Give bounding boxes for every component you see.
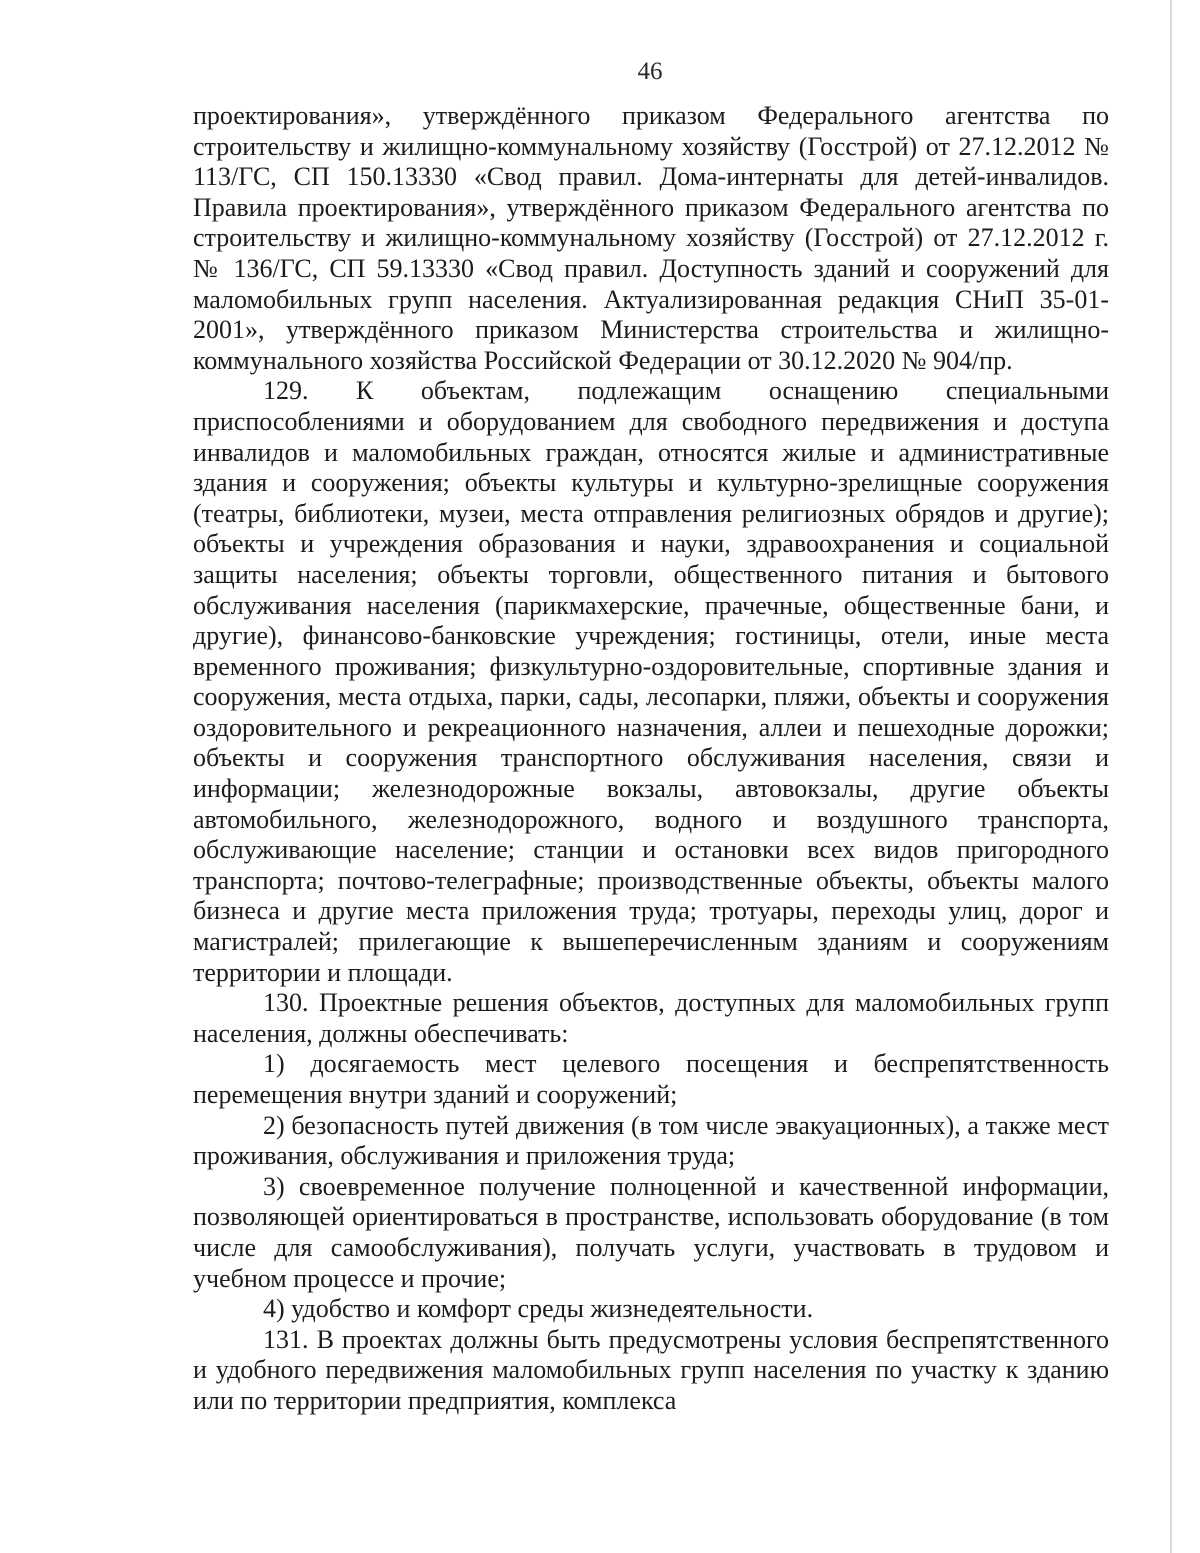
list-item-1: 1) досягаемость мест целевого посещения и беспрепятственность перемещения внутри зданий и сооружений;: [193, 1049, 1109, 1109]
list-item-2: 2) безопасность путей движения (в том числе эвакуационных), а также мест проживания, обслуживания и приложения труда;: [193, 1110, 1109, 1171]
scan-edge-line: [1170, 0, 1172, 1553]
paragraph-131: 131. В проектах должны быть предусмотрены условия беспрепятственного и удобного передвижения маломобильных групп населения по участку к зданию или по территории предприятия, комплекса: [193, 1324, 1109, 1415]
paragraph-129: 129. К объектам, подлежащим оснащению специальными приспособлениями и оборудованием для свободного передвижения и доступа инвалидов и маломобильных граждан, относятся жилые и административные здания и сооружения; объекты культуры и культурно-зрелищные сооружения (театры, библиотеки, музеи, места отправления религиозных обрядов и другие); объекты и учреждения образования и науки, здравоохранения и социальной защиты населения; объекты торговли, общественного питания и бытового обслуживания населения (парикмахерские, прачечные, общественные бани, и другие), финансово-банковские учреждения; гостиницы, отели, иные места временного проживания; физкультурно-оздоровительные, спортивные здания и сооружения, места отдыха, парки, сады, лесопарки, пляжи, объекты и сооружения оздоровительного и рекреационного назначения, аллеи и пешеходные дорожки; объекты и сооружения транспортного обслуживания населения, связи и информации; железнодорожные вокзалы, автовокзалы, другие объекты автомобильного, железнодорожного, водного и воздушного транспорта, обслуживающие население; станции и остановки всех видов пригородного транспорта; почтово-телеграфные; производственные объекты, объекты малого бизнеса и другие места приложения труда; тротуары, переходы улиц, дорог и магистралей; прилегающие к вышеперечисленным зданиям и сооружениям территории и площади.: [193, 376, 1109, 987]
list-item-4: 4) удобство и комфорт среды жизнедеятельности.: [263, 1294, 814, 1324]
page-number: 46: [637, 58, 663, 85]
list-item-3: 3) своевременное получение полноценной и качественной информации, позволяющей ориентироваться в пространстве, использовать оборудование (в том числе для самообслуживания), получать услуги, участвовать в трудовом и учебном процессе и прочие;: [193, 1171, 1109, 1293]
paragraph-130: 130. Проектные решения объектов, доступных для маломобильных групп населения, должны обеспечивать:: [193, 988, 1109, 1048]
paragraph-continuation: проектирования», утверждённого приказом Федерального агентства по строительству и жилищно-коммунальному хозяйству (Госстрой) от 27.12.2012 № 113/ГС, СП 150.13330 «Свод правил. Дома-интернаты для детей-инвалидов. Правила проектирования», утверждённого приказом Федерального агентства по строительству и жилищно-коммунальному хозяйству (Госстрой) от 27.12.2012 г. № 136/ГС, СП 59.13330 «Свод правил. Доступность зданий и сооружений для маломобильных групп населения. Актуализированная редакция СНиП 35-01-2001», утверждённого приказом Министерства строительства и жилищно-коммунального хозяйства Российской Федерации от 30.12.2020 № 904/пр.: [193, 101, 1109, 375]
document-body: [193, 101, 1109, 1417]
